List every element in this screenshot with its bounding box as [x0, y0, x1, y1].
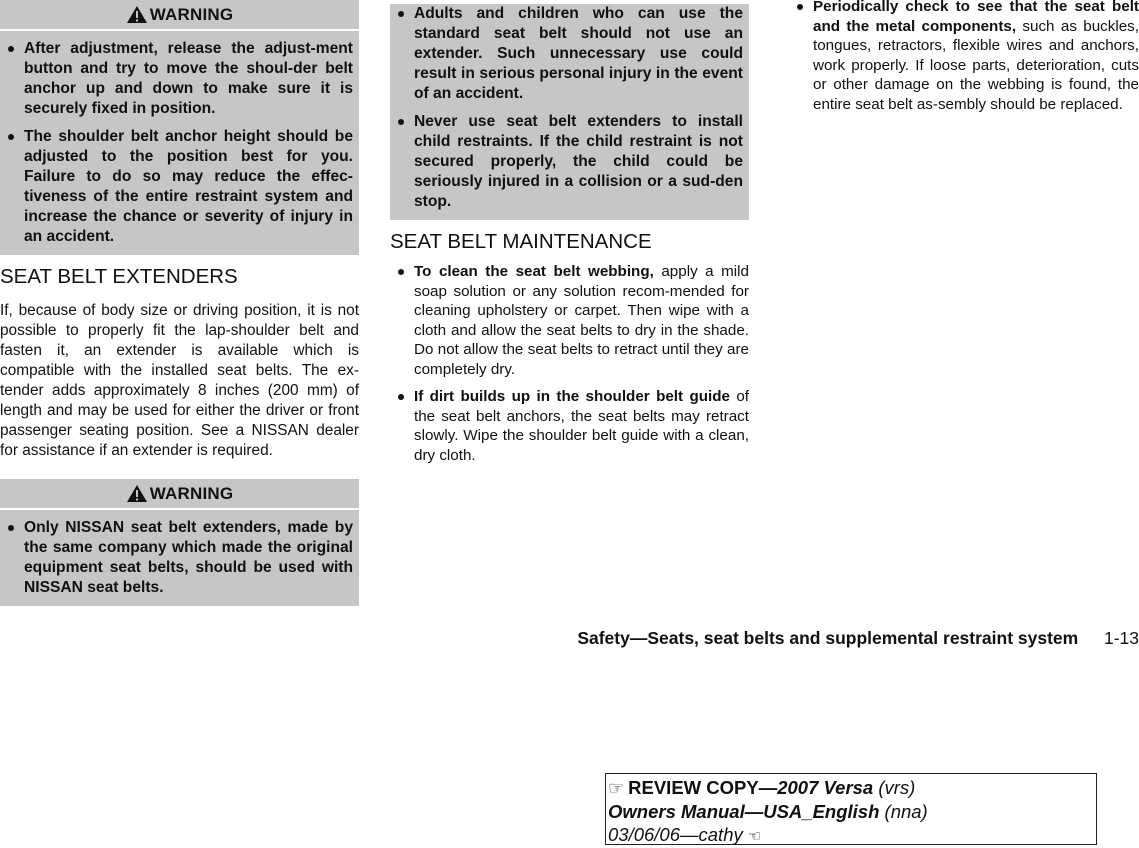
warning-list: [0, 518, 353, 598]
right-column: [789, 0, 1139, 114]
manual-name: Owners Manual—USA_English: [608, 801, 880, 822]
review-line-3: [608, 823, 1096, 848]
review-line-1: [608, 776, 1096, 800]
warning-heading: WARNING: [149, 4, 234, 24]
item-text: apply a mild soap solution or any solution recom-mended for cleaning upholstery or carpet. Then wipe with a cloth and allow the seat belts to dry in the shade. Do not allow the seat belts to retract until they are completely dry.: [414, 263, 749, 378]
maintenance-list: [390, 262, 749, 465]
left-column: [0, 0, 359, 606]
model-name: 2007 Versa: [777, 777, 874, 798]
warning-list: [0, 39, 353, 247]
warning-box-extenders: [0, 479, 359, 606]
warning-header: [0, 479, 359, 510]
page-footer: [509, 628, 1139, 649]
maintenance-list-continued: [789, 0, 1139, 114]
section-title-extenders: SEAT BELT EXTENDERS: [0, 265, 238, 288]
item-lead: Periodically check to see that the seat belt and the metal components,: [813, 0, 1139, 35]
item-lead: To clean the seat belt webbing,: [414, 263, 654, 280]
item-text: of the seat belt anchors, the seat belts may retract slowly. Wipe the shoulder belt guide with a clean, dry cloth.: [414, 388, 749, 464]
warning-item: Adults and children who can use the standard seat belt should not use an extender. Such unnecessary use could result in serious personal injury in the event of an accident.: [390, 4, 743, 104]
warning-heading: WARNING: [149, 483, 234, 503]
model-code: (vrs): [873, 777, 916, 798]
warning-item: Never use seat belt extenders to install child restraints. If the child restraint is not secured properly, the child could be seriously injured in a collision or a sud-den stop.: [390, 112, 743, 212]
review-copy-label: REVIEW COPY—: [628, 777, 778, 798]
section-title-maintenance: SEAT BELT MAINTENANCE: [390, 230, 652, 253]
hand-icon: ☜: [747, 828, 762, 845]
middle-column: [390, 0, 749, 465]
warning-box-continued: [390, 4, 749, 220]
review-line-2: [608, 800, 1096, 823]
warning-box-anchor: [0, 0, 359, 255]
pointing-hand-icon: ☞: [608, 778, 625, 798]
maintenance-item: [390, 387, 749, 465]
review-date-author: 03/06/06—cathy: [608, 824, 743, 845]
warning-item: After adjustment, release the adjust-ment button and try to move the shoul-der belt anchor up and down to make sure it is securely fixed in position.: [0, 39, 353, 119]
warning-header: [0, 0, 359, 31]
maintenance-item: [789, 0, 1139, 114]
item-lead: If dirt builds up in the shoulder belt guide: [414, 388, 730, 405]
review-copy-stamp: [605, 773, 1097, 845]
page-number: 1-13: [1103, 628, 1139, 648]
footer-section-title: Safety—Seats, seat belts and supplemental restraint system: [577, 628, 1079, 648]
extenders-paragraph: If, because of body size or driving position, it is not possible to properly fit the lap-shoulder belt and fasten it, an extender is available which is compatible with the installed seat belts. The ex-tender adds approximately 8 inches (200 mm) of length and may be used for either the driver or front passenger seating position. See a NISSAN dealer for assistance if an extender is required.: [0, 302, 359, 459]
item-text: such as buckles, tongues, retractors, flexible wires and anchors, work properly. If loose parts, deterioration, cuts or other damage on the webbing is found, the entire seat belt as-sembly should be replaced.: [813, 17, 1139, 113]
maintenance-item: [390, 262, 749, 379]
manual-code: (nna): [879, 801, 928, 822]
warning-list: [390, 4, 743, 212]
warning-triangle-icon: [126, 484, 148, 503]
warning-item: The shoulder belt anchor height should be adjusted to the position best for you. Failure to do so may reduce the effec-tiveness of the entire restraint system and increase the chance or severity of injury in an accident.: [0, 127, 353, 247]
warning-triangle-icon: [126, 5, 148, 24]
warning-item: Only NISSAN seat belt extenders, made by the same company which made the original equipment seat belts, should be used with NISSAN seat belts.: [0, 518, 353, 598]
